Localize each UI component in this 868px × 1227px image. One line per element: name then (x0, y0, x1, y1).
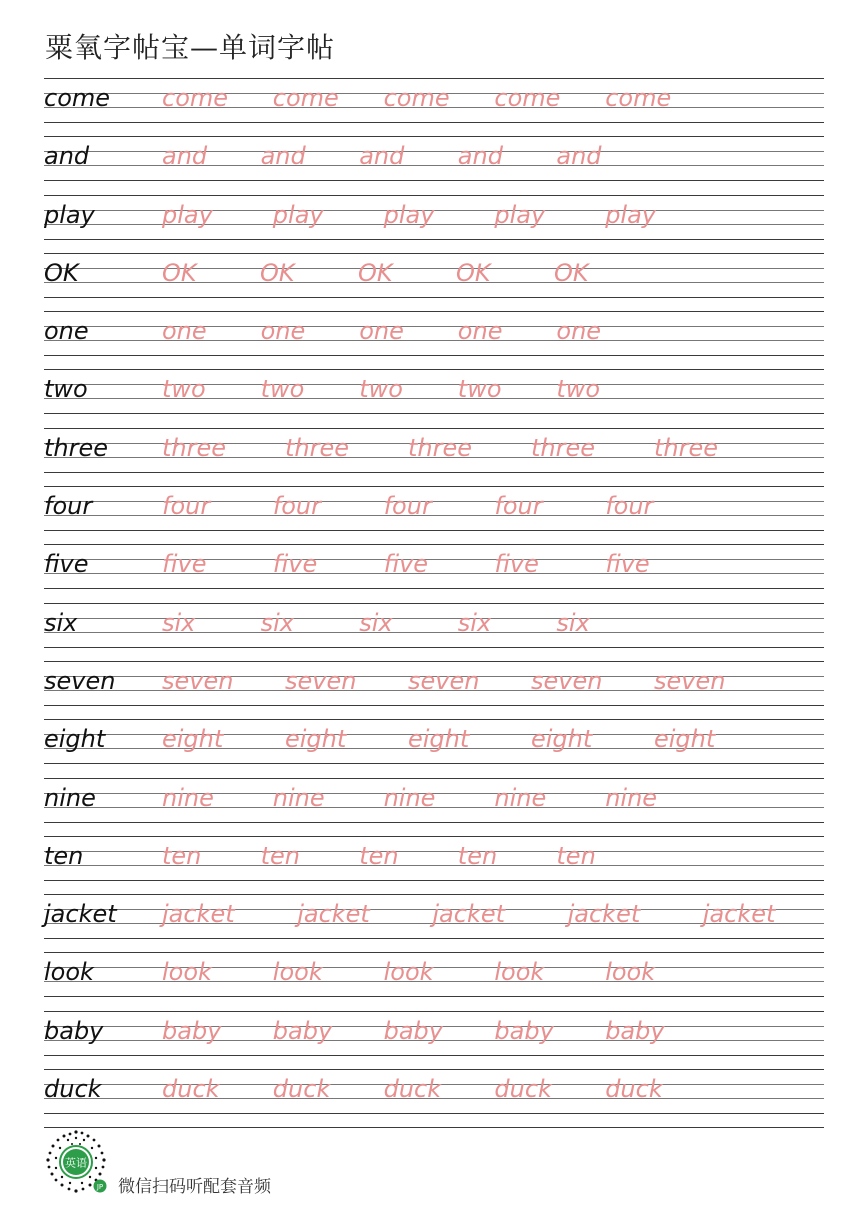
trace-word: play (272, 200, 324, 229)
guide-line (44, 822, 824, 823)
trace-word: four (605, 492, 654, 521)
guide-line (44, 851, 824, 852)
trace-word: three (408, 433, 473, 462)
trace-word: jacket (702, 900, 776, 929)
practice-row (44, 136, 824, 194)
trace-word: five (605, 550, 650, 579)
trace-word: seven (531, 666, 603, 695)
trace-word: OK (162, 258, 197, 287)
trace-word: three (531, 433, 596, 462)
trace-word: eight (408, 725, 470, 754)
model-word: one (44, 317, 89, 346)
guide-line (44, 413, 824, 414)
trace-word: nine (605, 783, 658, 812)
guide-line (44, 632, 824, 633)
guide-line (44, 515, 824, 516)
guide-line (44, 544, 824, 545)
trace-word: duck (383, 1075, 442, 1104)
trace-word: look (383, 958, 434, 987)
footer (42, 1128, 442, 1198)
practice-row (44, 195, 824, 253)
trace-word: three (162, 433, 227, 462)
trace-word: OK (456, 258, 491, 287)
trace-word: two (556, 375, 601, 404)
guide-line (44, 326, 824, 327)
trace-word: play (162, 200, 213, 229)
guide-line (44, 705, 824, 706)
model-word: seven (44, 666, 116, 695)
trace-word: jacket (432, 900, 506, 929)
guide-line (44, 588, 824, 589)
trace-word: and (556, 142, 602, 171)
trace-word: come (383, 84, 450, 112)
guide-line (44, 369, 824, 370)
guide-line (44, 151, 824, 152)
trace-word: look (605, 958, 656, 987)
guide-line (44, 165, 824, 166)
page-title: 粟氧字帖宝—单词字帖 (45, 31, 336, 64)
guide-line (44, 530, 824, 531)
trace-word: six (457, 608, 492, 637)
model-word: two (44, 375, 88, 404)
practice-row (44, 544, 824, 602)
practice-row (44, 1011, 824, 1069)
trace-word: come (162, 84, 229, 112)
trace-word: five (272, 550, 318, 579)
trace-word: baby (162, 1016, 222, 1045)
guide-line (44, 836, 824, 837)
guide-line (44, 195, 824, 196)
trace-word: eight (654, 725, 716, 754)
trace-word: come (272, 84, 339, 112)
guide-line (44, 122, 824, 123)
practice-row (44, 661, 824, 719)
guide-line (44, 719, 824, 720)
practice-row (44, 78, 824, 136)
practice-row (44, 369, 824, 427)
trace-word: duck (162, 1075, 220, 1104)
trace-word: one (457, 317, 503, 346)
trace-word: six (556, 608, 590, 637)
model-word: OK (44, 258, 79, 287)
trace-word: play (605, 200, 656, 229)
qr-label: 英语 (65, 1156, 87, 1170)
trace-word: nine (494, 783, 547, 812)
trace-word: four (272, 492, 322, 521)
practice-row (44, 952, 824, 1010)
qr-badge: JP (96, 1183, 104, 1191)
trace-word: baby (605, 1016, 665, 1045)
trace-word: five (162, 550, 207, 579)
guide-line (44, 282, 824, 283)
trace-word: and (457, 142, 503, 171)
trace-word: ten (556, 841, 596, 870)
trace-word: nine (383, 783, 436, 812)
guide-line (44, 559, 824, 560)
model-word: eight (44, 725, 106, 754)
trace-word: OK (260, 258, 295, 287)
trace-word: look (494, 958, 545, 987)
practice-row (44, 836, 824, 894)
trace-word: jacket (297, 900, 370, 929)
model-word: baby (44, 1016, 104, 1045)
trace-word: jacket (567, 900, 641, 929)
guide-line (44, 501, 824, 502)
trace-word: look (162, 958, 212, 987)
trace-word: seven (408, 666, 480, 695)
trace-word: come (494, 84, 561, 112)
guide-line (44, 136, 824, 137)
guide-line (44, 981, 824, 982)
model-word: look (44, 958, 94, 987)
trace-word: five (494, 550, 539, 579)
trace-word: seven (285, 666, 357, 695)
guide-line (44, 78, 824, 79)
guide-line (44, 647, 824, 648)
guide-line (44, 486, 824, 487)
guide-line (44, 355, 824, 356)
trace-word: and (359, 142, 405, 171)
guide-line (44, 1011, 824, 1012)
trace-word: six (162, 608, 196, 637)
trace-word: and (162, 142, 208, 171)
trace-word: two (260, 375, 305, 404)
guide-line (44, 311, 824, 312)
guide-line (44, 398, 824, 399)
trace-word: nine (272, 783, 325, 812)
guide-line (44, 661, 824, 662)
model-word: duck (44, 1075, 102, 1104)
trace-word: eight (531, 725, 593, 754)
trace-word: jacket (162, 900, 235, 929)
practice-sheet (44, 78, 824, 1128)
guide-line (44, 428, 824, 429)
guide-line (44, 1113, 824, 1114)
trace-word: ten (359, 841, 399, 870)
practice-row (44, 1069, 824, 1127)
model-word: jacket (44, 900, 117, 929)
trace-word: five (383, 550, 429, 579)
trace-word: OK (554, 258, 589, 287)
trace-word: OK (358, 258, 393, 287)
trace-word: two (162, 375, 206, 404)
practice-row (44, 428, 824, 486)
guide-line (44, 967, 824, 968)
trace-word: play (383, 200, 435, 229)
trace-word: and (260, 142, 306, 171)
guide-line (44, 938, 824, 939)
trace-word: baby (494, 1016, 554, 1045)
guide-line (44, 865, 824, 866)
guide-line (44, 880, 824, 881)
trace-word: seven (162, 666, 234, 695)
trace-word: six (260, 608, 294, 637)
guide-line (44, 472, 824, 473)
qr-code-icon (42, 1128, 110, 1196)
practice-row (44, 486, 824, 544)
practice-row (44, 603, 824, 661)
trace-word: eight (285, 725, 347, 754)
trace-word: seven (654, 666, 726, 695)
trace-word: four (494, 492, 543, 521)
trace-word: duck (272, 1075, 331, 1104)
trace-word: ten (260, 841, 300, 870)
trace-word: duck (605, 1075, 663, 1104)
guide-line (44, 384, 824, 385)
guide-line (44, 894, 824, 895)
trace-word: three (654, 433, 719, 462)
model-word: six (44, 608, 78, 637)
guide-line (44, 180, 824, 181)
trace-word: six (359, 608, 393, 637)
trace-word: two (359, 375, 403, 404)
trace-word: nine (162, 783, 214, 812)
guide-line (44, 297, 824, 298)
trace-word: two (457, 375, 502, 404)
trace-word: look (272, 958, 323, 987)
trace-word: play (494, 200, 546, 229)
guide-line (44, 1055, 824, 1056)
trace-word: four (162, 492, 211, 521)
model-word: five (44, 550, 89, 579)
practice-row (44, 894, 824, 952)
trace-word: duck (494, 1075, 552, 1104)
guide-line (44, 1069, 824, 1070)
trace-word: three (285, 433, 350, 462)
guide-line (44, 996, 824, 997)
model-word: come (44, 84, 111, 112)
practice-row (44, 253, 824, 311)
trace-word: one (260, 317, 306, 346)
trace-word: one (162, 317, 207, 346)
model-word: three (44, 433, 109, 462)
trace-word: one (556, 317, 602, 346)
guide-line (44, 340, 824, 341)
trace-word: ten (457, 841, 498, 870)
trace-word: ten (162, 841, 202, 870)
practice-row (44, 719, 824, 777)
model-word: ten (44, 841, 84, 870)
guide-line (44, 268, 824, 269)
practice-row (44, 778, 824, 836)
guide-line (44, 778, 824, 779)
guide-line (44, 952, 824, 953)
model-word: nine (44, 783, 96, 812)
model-word: play (44, 200, 95, 229)
guide-line (44, 603, 824, 604)
trace-word: one (359, 317, 404, 346)
practice-row (44, 311, 824, 369)
guide-line (44, 573, 824, 574)
trace-word: eight (162, 725, 224, 754)
guide-line (44, 618, 824, 619)
trace-word: four (383, 492, 432, 521)
trace-word: baby (272, 1016, 333, 1045)
trace-word: baby (383, 1016, 443, 1045)
model-word: four (44, 492, 93, 521)
trace-word: come (605, 84, 672, 112)
model-word: and (44, 142, 90, 171)
scan-caption: 微信扫码听配套音频 (118, 1177, 271, 1197)
guide-line (44, 253, 824, 254)
guide-line (44, 239, 824, 240)
guide-line (44, 763, 824, 764)
